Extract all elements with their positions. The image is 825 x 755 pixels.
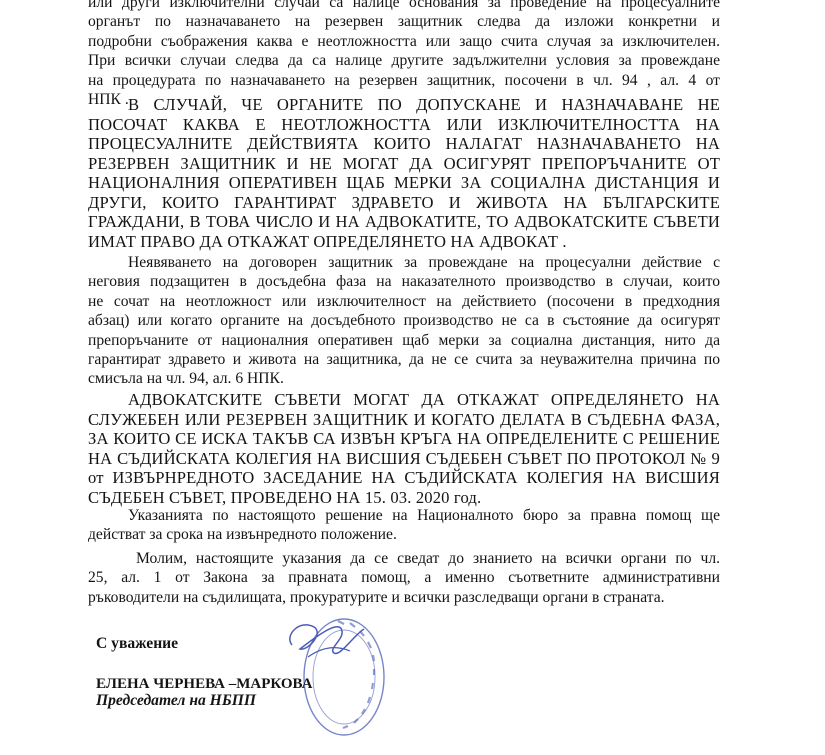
- paragraph-2-line-5: НАЦИОНАЛНИЯ ОПЕРАТИВЕН ЩАБ МЕРКИ ЗА СОЦИАЛНА ДИСТАНЦИЯ И: [88, 173, 720, 192]
- paragraph-2-uppercase: [88, 95, 720, 251]
- paragraph-3-line-1: Неявяването на договорен защитник за провеждане на процесуални действие с: [128, 254, 720, 271]
- paragraph-3-line-2: неговия подзащитен в досъдебна фаза на наказателното производство в случаи, които: [88, 273, 720, 291]
- paragraph-4-uppercase: [88, 390, 720, 507]
- paragraph-2-line-4: РЕЗЕРВЕН ЗАЩИТНИК И НЕ МОГАТ ДА ОСИГУРЯТ ПРЕПОРЪЧАНИТЕ ОТ: [88, 153, 720, 173]
- signer-name: ЕЛЕНА ЧЕРНЕВА –МАРКОВА: [96, 676, 313, 692]
- paragraph-1-line-4: При всички случаи следва да са налице другите задължителни условия за провеждане: [88, 52, 720, 70]
- paragraph-1-line-5: на процедурата по назначаването на резервен защитник, посочени в чл. 94 , ал. 4 от: [88, 71, 720, 89]
- paragraph-1: [88, 0, 720, 109]
- closing-salutation: С уважение: [96, 635, 179, 652]
- paragraph-2-line-2: ПОСОЧАТ КАКВА Е НЕОТЛОЖНОСТТА ИЛИ ИЗКЛЮЧИТЕЛНОСТТА НА: [88, 114, 720, 134]
- paragraph-2-line-6: ДРУГИ, КОИТО ГАРАНТИРАТ ЗДРАВЕТО И ЖИВОТА НА БЪЛГАРСКИТЕ: [88, 192, 720, 212]
- paragraph-1-line-6: НПК .: [88, 91, 129, 109]
- paragraph-3-line-4: абзац) или когато органите на досъдебното производство не са в състояние да осигурят: [88, 312, 720, 330]
- paragraph-4-line-2: СЛУЖЕБЕН ИЛИ РЕЗЕРВЕН ЗАЩИТНИК И КОГАТО ДЕЛАТА В СЪДЕБНА ФАЗА,: [88, 409, 720, 429]
- paragraph-4-line-3: ЗА КОИТО СЕ ИСКА ТАКЪВ СА ИЗВЪН КРЪГА НА ОПРЕДЕЛЕНИТЕ С РЕШЕНИЕ: [88, 429, 720, 448]
- paragraph-1-line-3: подробни съображения каква е неотложността или защо счита случая за изключителен.: [88, 32, 720, 50]
- paragraph-5-line-1: Указанията по настоящото решение на Националното бюро за правна помощ ще: [128, 507, 720, 524]
- paragraph-2-line-1: В СЛУЧАЙ, ЧЕ ОРГАНИТЕ ПО ДОПУСКАНЕ И НАЗНАЧАВАНЕ НЕ: [128, 95, 720, 114]
- paragraph-6-line-2: 25, ал. 1 от Закона за правната помощ, а именно съответните административни: [88, 569, 720, 587]
- paragraph-5-line-2: действат за срока на извънредното положение.: [88, 526, 397, 544]
- paragraph-2-line-8: ИМАТ ПРАВО ДА ОТКАЖАТ ОПРЕДЕЛЯНЕТО НА АДВОКАТ .: [88, 231, 567, 251]
- paragraph-4-line-4: НА СЪДИЙСКАТА КОЛЕГИЯ НА ВИСШИЯ СЪДЕБЕН СЪВЕТ ПО ПРОТОКОЛ № 9: [88, 448, 720, 468]
- seal-stamp-with-signature: [278, 605, 388, 745]
- paragraph-1-line-1: или други изключителни случаи са налице основания за проведение на процесуалните: [88, 0, 720, 11]
- paragraph-3-line-3: не сочат на неотложност или изключителност на действието (посочени в предходния: [88, 292, 720, 310]
- paragraph-3-line-5: препоръчаните от националния оперативен щаб мерки за социална дистанция, нито да: [88, 331, 720, 349]
- paragraph-6-line-1: Молим, настоящите указания да се сведат до знанието на всички органи по чл.: [136, 550, 720, 567]
- paragraph-3: [88, 253, 720, 389]
- paragraph-6: [88, 549, 720, 607]
- paragraph-6-line-3: ръководители на съдилищата, прокуратурите и всички разследващи органи в страната.: [88, 588, 665, 606]
- signer-position: Председател на НБПП: [96, 692, 256, 709]
- paragraph-3-line-7: смисъла на чл. 94, ал. 6 НПК.: [88, 370, 284, 388]
- paragraph-3-line-6: гарантират здравето и живота на защитника, да не се счита за неуважителна причина по: [88, 351, 720, 369]
- paragraph-4-line-6: СЪДЕБЕН СЪВЕТ, ПРОВЕДЕНО НА 15. 03. 2020 год.: [88, 487, 482, 507]
- paragraph-2-line-3: ПРОЦЕСУАЛНИТЕ ДЕЙСТВИЯТА КОИТО НАЛАГАТ НАЗНАЧАВАНЕТО НА: [88, 134, 720, 153]
- paragraph-5: [88, 506, 720, 545]
- paragraph-2-line-7: ГРАЖДАНИ, В ТОВА ЧИСЛО И НА АДВОКАТИТЕ, ТО АДВОКАТСКИТЕ СЪВЕТИ: [88, 212, 720, 231]
- paragraph-4-line-5: от ИЗВЪРНРЕДНОТО ЗАСЕДАНИЕ НА СЪДИЙСКАТА КОЛЕГИЯ НА ВИСШИЯ: [88, 468, 720, 487]
- paragraph-1-line-2: органът по назначаването на резервен защитник следва да изложи конкретни и: [88, 13, 720, 31]
- paragraph-4-line-1: АДВОКАТСКИТЕ СЪВЕТИ МОГАТ ДА ОТКАЖАТ ОПРЕДЕЛЯНЕТО НА: [128, 390, 720, 409]
